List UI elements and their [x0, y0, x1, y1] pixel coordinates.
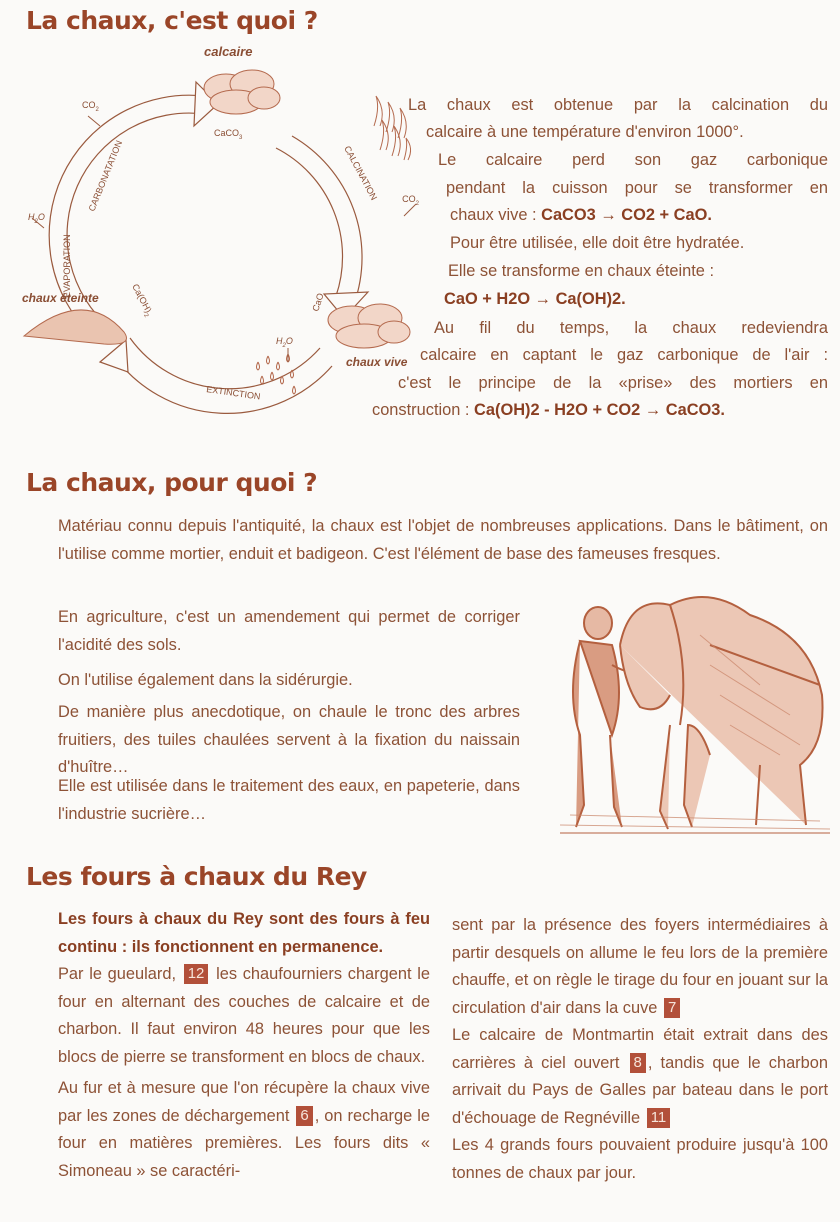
kilns-paragraph-2-start: Au fur et à mesure que l'on récupère la chaux vive par les zones de déchargement 6 , on recharge le four en matières premières. Les fours dits « Simoneau » se caractéri- — [58, 1079, 430, 1180]
section-title-why: La chaux, pour quoi ? — [26, 468, 318, 497]
what-line-11: c'est le principe de la «prise» des mortiers en — [398, 374, 828, 392]
why-paragraph-2: En agriculture, c'est un amendement qui permet de corriger l'acidité des sols. — [58, 608, 520, 654]
co2-arrow-icon — [404, 204, 416, 216]
svg-text:CaO: CaO — [310, 291, 326, 313]
marker-8: 8 — [630, 1053, 646, 1073]
what-line-9: Au fil du temps, la chaux redeviendra — [434, 319, 828, 337]
kilns-right-column — [452, 912, 828, 1187]
svg-text:CaCO3: CaCO$_3$ — [214, 128, 243, 141]
quicklime-icon — [328, 304, 410, 348]
formula-calcination: CaCO3 → CO2 + CaO. — [541, 206, 712, 224]
svg-text:CO2: $CO_2$ — [402, 194, 419, 207]
what-line-6: Pour être utilisée, elle doit être hydratée. — [450, 234, 745, 252]
farmer-horse-illustration — [560, 575, 830, 840]
label-chaux-vive: chaux vive — [346, 355, 408, 369]
what-line-10: calcaire en captant le gaz carbonique de l'air : — [420, 346, 828, 364]
kilns-lead: Les fours à chaux du Rey sont des fours à feu continu : ils fonctionnent en permanence. — [58, 910, 430, 956]
svg-text:EXTINCTION: EXTINCTION — [205, 384, 262, 402]
what-line-12: construction : Ca(OH)2 - H2O + CO2 → CaCO3. — [372, 401, 725, 419]
svg-text:CARBONATATION: CARBONATATION — [86, 138, 125, 213]
svg-text:calcaire: calcaire — [204, 44, 253, 59]
kilns-paragraph-2-part-a: , on recharge le four en matières premières. Les fours dits « Simoneau » se caractéri- — [58, 1106, 430, 1180]
why-paragraph-1: Matériau connu depuis l'antiquité, la chaux est l'objet de nombreuses applications. Dans le bâtiment, on l'utilise comme mortier, enduit et badigeon. C'est l'élément de base des fameuses fresques. — [58, 517, 828, 563]
kilns-paragraph-2-end — [452, 912, 828, 1022]
what-line-4: pendant la cuisson pour se transformer en — [446, 179, 828, 197]
marker-6: 6 — [296, 1106, 312, 1126]
what-line-1: La chaux est obtenue par la calcination du — [408, 96, 828, 114]
kilns-paragraph-3: Le calcaire de Montmartin était extrait dans des carrières à ciel ouvert 8 , tandis que le charbon arrivait du Pays de Galles par bateau dans le port d'échouage de Regnéville 11 — [452, 1026, 828, 1127]
kilns-paragraph-1: Par le gueulard, 12 les chaufourniers chargent le four en alternant des couches de calcaire et de charbon. Il faut environ 48 heures pour que les blocs de pierre se transforment en blocs de chaux. — [58, 965, 430, 1066]
limestone-icon — [204, 70, 280, 114]
lime-cycle-diagram — [14, 36, 419, 416]
kilns-left-column — [58, 906, 430, 1185]
flame-icon — [374, 96, 411, 160]
section-title-what: La chaux, c'est quoi ? — [26, 6, 318, 35]
water-drops-icon — [257, 354, 296, 394]
what-line-3: Le calcaire perd son gaz carbonique — [438, 151, 828, 169]
svg-text:ÉVAPORATION: ÉVAPORATION — [62, 234, 72, 298]
marker-12: 12 — [184, 964, 209, 984]
formula-carbonation: Ca(OH)2 - H2O + CO2 → CaCO3. — [474, 401, 725, 419]
why-paragraph-4: De manière plus anecdotique, on chaule le tronc des arbres fruitiers, des tuiles chaulées servent à la fixation du naissain d'huître… — [58, 703, 520, 776]
section-title-kilns: Les fours à chaux du Rey — [26, 862, 367, 891]
label-chaux-eteinte: chaux éteinte — [22, 291, 99, 305]
formula-extinction: CaO + H2O → Ca(OH)2. — [444, 290, 626, 308]
what-line-7: Elle se transforme en chaux éteinte : — [448, 262, 715, 280]
what-line-2: calcaire à une température d'environ 1000°. — [426, 123, 744, 141]
slaked-lime-icon — [24, 310, 127, 344]
arrow-head-left — [100, 340, 128, 372]
co2-in-arrow-icon — [88, 116, 100, 126]
what-line-5: chaux vive : CaCO3 → CO2 + CaO. — [450, 206, 712, 224]
why-paragraph-5: Elle est utilisée dans le traitement des eaux, en papeterie, dans l'industrie sucrière… — [58, 777, 520, 823]
marker-11: 11 — [647, 1108, 671, 1128]
svg-text:H2O: $H_2O$ — [28, 212, 45, 225]
svg-text:Ca(OH)2: $Ca(OH)_2$ — [130, 282, 154, 319]
kilns-paragraph-2-part-b: sent par la présence des foyers intermédiaires à partir desquels on allume le feu lors de la première chauffe, et on règle le tirage du four en jouant sur la circulation d'air dans la cuve — [452, 916, 828, 1017]
marker-7: 7 — [664, 998, 680, 1018]
kilns-paragraph-4: Les 4 grands fours pouvaient produire jusqu'à 100 tonnes de chaux par jour. — [452, 1136, 828, 1182]
svg-text:CALCINATION: CALCINATION — [342, 144, 380, 202]
svg-text:CO2: $CO_2$ — [82, 100, 99, 113]
why-paragraph-3: On l'utilise également dans la sidérurgie. — [58, 671, 353, 689]
svg-text:H2O: $H_2O$ — [276, 336, 293, 349]
